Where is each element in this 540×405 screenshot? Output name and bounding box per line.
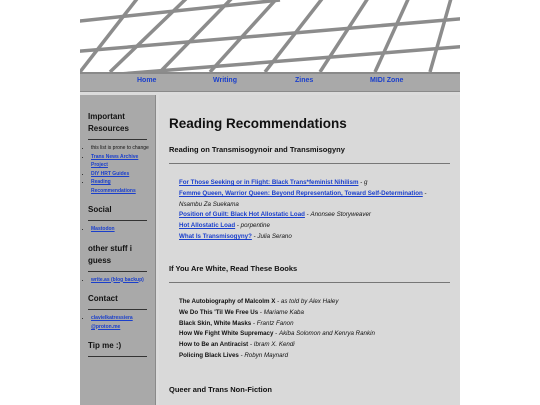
sidebar-item bbox=[91, 153, 155, 170]
sidebar-list-important bbox=[80, 144, 155, 195]
sidebar-item bbox=[91, 225, 155, 234]
separator: - bbox=[251, 232, 258, 240]
reading-link[interactable]: Femme Queen, Warrior Queen: Beyond Representation, Toward Self-Determination bbox=[179, 189, 423, 197]
separator: - bbox=[248, 341, 254, 349]
sidebar-divider bbox=[88, 220, 147, 221]
sidebar-item bbox=[91, 276, 155, 285]
top-navigation bbox=[80, 74, 460, 92]
separator: - bbox=[238, 351, 245, 359]
reading-link[interactable]: For Those Seeking or in Flight: Black Trans*feminist Nihilism bbox=[179, 179, 359, 186]
list-item bbox=[179, 319, 449, 330]
list-item bbox=[179, 189, 449, 211]
separator: - bbox=[358, 179, 364, 186]
author-name: porpentine bbox=[240, 222, 270, 230]
author-name: Julia Serano bbox=[257, 232, 292, 240]
separator: - bbox=[251, 319, 257, 327]
reading-link[interactable]: What Is Transmisogyny? bbox=[179, 232, 252, 240]
section-divider bbox=[169, 282, 450, 283]
reading-list-transmisogynoir bbox=[179, 178, 449, 243]
sidebar-heading-other: other stuff i guess bbox=[88, 243, 132, 265]
sidebar-item bbox=[91, 170, 155, 179]
book-title: How We Fight White Supremacy bbox=[179, 330, 274, 338]
main-content bbox=[159, 95, 460, 405]
list-item bbox=[179, 221, 449, 232]
separator: - bbox=[275, 298, 281, 305]
sidebar-divider bbox=[88, 139, 147, 140]
list-item bbox=[179, 178, 449, 189]
sidebar-link-write-as[interactable]: write.as (blog backup) bbox=[91, 276, 144, 283]
reading-list-books bbox=[179, 297, 449, 362]
nav-home-link[interactable]: Home bbox=[137, 77, 157, 84]
section-heading-transmisogynoir: Reading on Transmisogynoir and Transmisogyny bbox=[169, 145, 345, 154]
sidebar-list-other bbox=[80, 276, 155, 285]
sidebar-link-diy-hrt-guides[interactable]: DIY HRT Guides bbox=[91, 170, 130, 177]
list-item bbox=[179, 308, 449, 319]
page-container bbox=[80, 0, 460, 405]
section-heading-queer-trans-nonfiction: Queer and Trans Non-Fiction bbox=[169, 385, 272, 394]
sidebar-divider bbox=[88, 356, 147, 357]
grid-lines-graphic bbox=[80, 0, 460, 72]
author-name: Akiba Solomon and Kenrya Rankin bbox=[278, 330, 375, 338]
sidebar-item bbox=[91, 314, 155, 331]
sidebar-heading-contact: Contact bbox=[88, 294, 118, 303]
nav-writing-link[interactable]: Writing bbox=[213, 77, 237, 84]
reading-link[interactable]: Position of Guilt: Black Hot Allostatic Load bbox=[179, 211, 305, 219]
separator: - bbox=[258, 308, 264, 316]
reading-link[interactable]: Hot Allostatic Load bbox=[179, 222, 236, 230]
sidebar-list-social bbox=[80, 225, 155, 234]
book-title: We Do This 'Til We Free Us bbox=[179, 308, 259, 316]
separator: - bbox=[273, 330, 279, 338]
sidebar-link-email[interactable]: clavielkatressiera @proton.me bbox=[91, 315, 133, 330]
nav-zines-link[interactable]: Zines bbox=[295, 77, 314, 84]
page-title: Reading Recommendations bbox=[169, 116, 347, 131]
book-title: How to Be an Antiracist bbox=[179, 341, 249, 349]
book-title: The Autobiography of Malcolm X bbox=[179, 298, 276, 305]
list-item bbox=[179, 340, 449, 351]
sidebar-heading-important: Important Resources bbox=[88, 112, 129, 133]
sidebar-link-reading-recommendations[interactable]: Reading Recommendations bbox=[91, 179, 136, 194]
sidebar-item bbox=[91, 144, 155, 153]
author-name: Nsambu Za Suekama bbox=[179, 200, 239, 208]
section-heading-white-readers: If You Are White, Read These Books bbox=[169, 264, 298, 273]
list-item bbox=[179, 297, 449, 308]
separator: - bbox=[304, 211, 311, 219]
sidebar-link-trans-news-archive[interactable]: Trans News Archive Project bbox=[91, 153, 139, 168]
sidebar-divider bbox=[88, 271, 147, 272]
sidebar-note-text: this list is prone to change bbox=[91, 145, 149, 151]
sidebar-heading-tip: Tip me :) bbox=[88, 341, 122, 350]
list-item bbox=[179, 329, 449, 340]
author-name: Frantz Fanon bbox=[256, 319, 294, 327]
header-banner-image bbox=[80, 0, 460, 74]
author-name: Ibram X. Kendi bbox=[253, 341, 295, 349]
author-name: Robyn Maynard bbox=[244, 351, 289, 359]
author-name: Anonsee Storyweaver bbox=[310, 211, 371, 219]
sidebar-heading-social: Social bbox=[88, 205, 112, 214]
sidebar-list-contact bbox=[80, 314, 155, 331]
author-name: as told by Alex Haley bbox=[280, 298, 339, 305]
book-title: Black Skin, White Masks bbox=[179, 319, 252, 327]
sidebar bbox=[80, 95, 156, 405]
list-item bbox=[179, 210, 449, 221]
author-name: g bbox=[363, 179, 368, 186]
book-title: Policing Black Lives bbox=[179, 351, 239, 359]
separator: - bbox=[422, 189, 427, 197]
sidebar-divider bbox=[88, 309, 147, 310]
sidebar-item bbox=[91, 178, 155, 195]
sidebar-link-mastodon[interactable]: Mastodon bbox=[91, 226, 115, 232]
section-divider bbox=[169, 163, 450, 164]
author-name: Mariame Kaba bbox=[263, 308, 304, 316]
nav-midi-zone-link[interactable]: MIDI Zone bbox=[370, 77, 404, 84]
list-item bbox=[179, 351, 449, 362]
list-item bbox=[179, 232, 449, 243]
separator: - bbox=[235, 222, 241, 230]
